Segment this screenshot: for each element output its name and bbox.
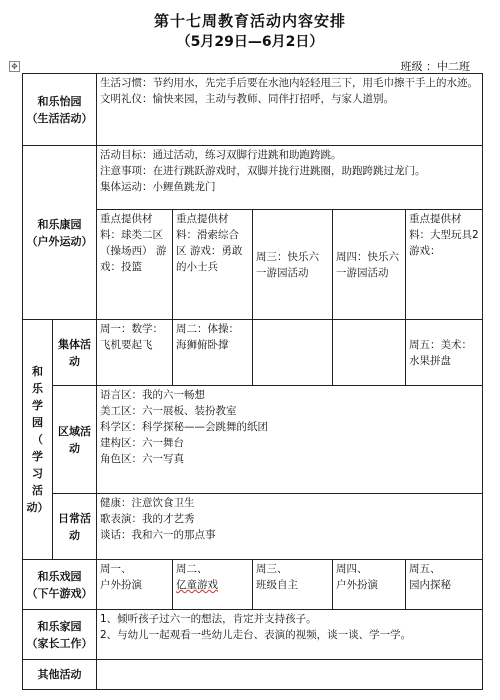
area-item: 建构区：六一舞台 xyxy=(100,437,184,449)
outdoor-day-4[interactable]: 周四：快乐六一游园活动 xyxy=(333,210,406,320)
outdoor-goal: 活动目标：通过活动，练习双脚行进跳和助跑跨跳。 xyxy=(100,149,342,161)
daily-activity-content[interactable] xyxy=(97,494,483,560)
outdoor-day-3[interactable]: 周三：快乐六一游园活动 xyxy=(253,210,333,320)
outdoor-note: 注意事项：在进行跳跃游戏时，双脚并拢行进跳圈，助跑跨跳过龙门。 xyxy=(100,165,426,177)
daily-item: 歌表演：我的才艺秀 xyxy=(100,513,195,525)
outdoor-day-2[interactable]: 重点提供材料：滑索综合区 游戏：勇敢的小士兵 xyxy=(173,210,253,320)
outdoor-day-5[interactable]: 重点提供材料：大型玩具2 游戏： xyxy=(406,210,483,320)
area-item: 科学区：科学探秘——会跳舞的纸团 xyxy=(100,421,268,433)
group-day-4[interactable] xyxy=(333,320,406,386)
life-content[interactable] xyxy=(97,74,483,146)
page-title: 第十七周教育活动内容安排 xyxy=(153,12,346,30)
play-day-1[interactable]: 周一、 户外扮演 xyxy=(97,560,173,610)
daily-item: 健康：注意饮食卫生 xyxy=(100,497,195,509)
schedule-table xyxy=(22,73,483,690)
other-content[interactable] xyxy=(97,660,483,690)
play-day-2[interactable]: 周二、 亿童游戏 xyxy=(173,560,253,610)
group-day-1[interactable]: 周一：数学：飞机要起飞 xyxy=(97,320,173,386)
outdoor-day-1[interactable]: 重点提供材料：球类二区（操场西） 游戏：投篮 xyxy=(97,210,173,320)
group-day-5[interactable]: 周五：美术：水果拼盘 xyxy=(406,320,483,386)
daily-item: 谈话：我和六一的那点事 xyxy=(100,529,216,541)
table-move-handle-icon[interactable]: ✥ xyxy=(9,61,20,72)
play-day-3[interactable]: 周三、 班级自主 xyxy=(253,560,333,610)
play-section-label: 和乐戏园 （下午游戏） xyxy=(23,560,97,610)
area-activity-label: 区域活动 xyxy=(53,386,97,494)
play-day-5[interactable]: 周五、 园内探秘 xyxy=(406,560,483,610)
outdoor-group: 集体运动：小鲤鱼跳龙门 xyxy=(100,181,216,193)
life-habit: 生活习惯：节约用水，先完手后要在水池内轻轻甩三下，用毛巾擦干手上的水迹。 xyxy=(100,77,478,89)
group-day-2[interactable]: 周二：体操：海狮俯卧撑 xyxy=(173,320,253,386)
date-range: （5月29日—6月2日） xyxy=(176,34,324,50)
outdoor-section-label: 和乐康园 （户外运动） xyxy=(23,146,97,320)
group-day-3[interactable] xyxy=(253,320,333,386)
family-item: 1、倾听孩子过六一的想法，肯定并支持孩子。 xyxy=(100,613,317,625)
other-section-label: 其他活动 xyxy=(23,660,97,690)
area-item: 美工区：六一展板、装扮教室 xyxy=(100,405,237,417)
family-item: 2、与幼儿一起观看一些幼儿走台、表演的视频，谈一谈、学一学。 xyxy=(100,629,412,641)
daily-activity-label: 日常活动 xyxy=(53,494,97,560)
class-label: 班级 ：中二班 xyxy=(400,60,470,73)
outdoor-overview[interactable] xyxy=(97,146,483,210)
family-section-label: 和乐家园 （家长工作） xyxy=(23,610,97,660)
group-activity-label: 集体活动 xyxy=(53,320,97,386)
area-item: 角色区：六一写真 xyxy=(100,453,184,465)
play-day-4[interactable]: 周四、 户外扮演 xyxy=(333,560,406,610)
family-content[interactable] xyxy=(97,610,483,660)
life-etiquette: 文明礼仪：愉快来园，主动与教师、同伴打招呼，与家人道别。 xyxy=(100,93,394,105)
area-activity-content[interactable] xyxy=(97,386,483,494)
learning-section-label: 和 乐 学 园 （ 学 习 活 动） xyxy=(23,320,53,560)
life-section-label: 和乐怡园 （生活活动） xyxy=(23,74,97,146)
area-item: 语言区：我的六一畅想 xyxy=(100,389,205,401)
